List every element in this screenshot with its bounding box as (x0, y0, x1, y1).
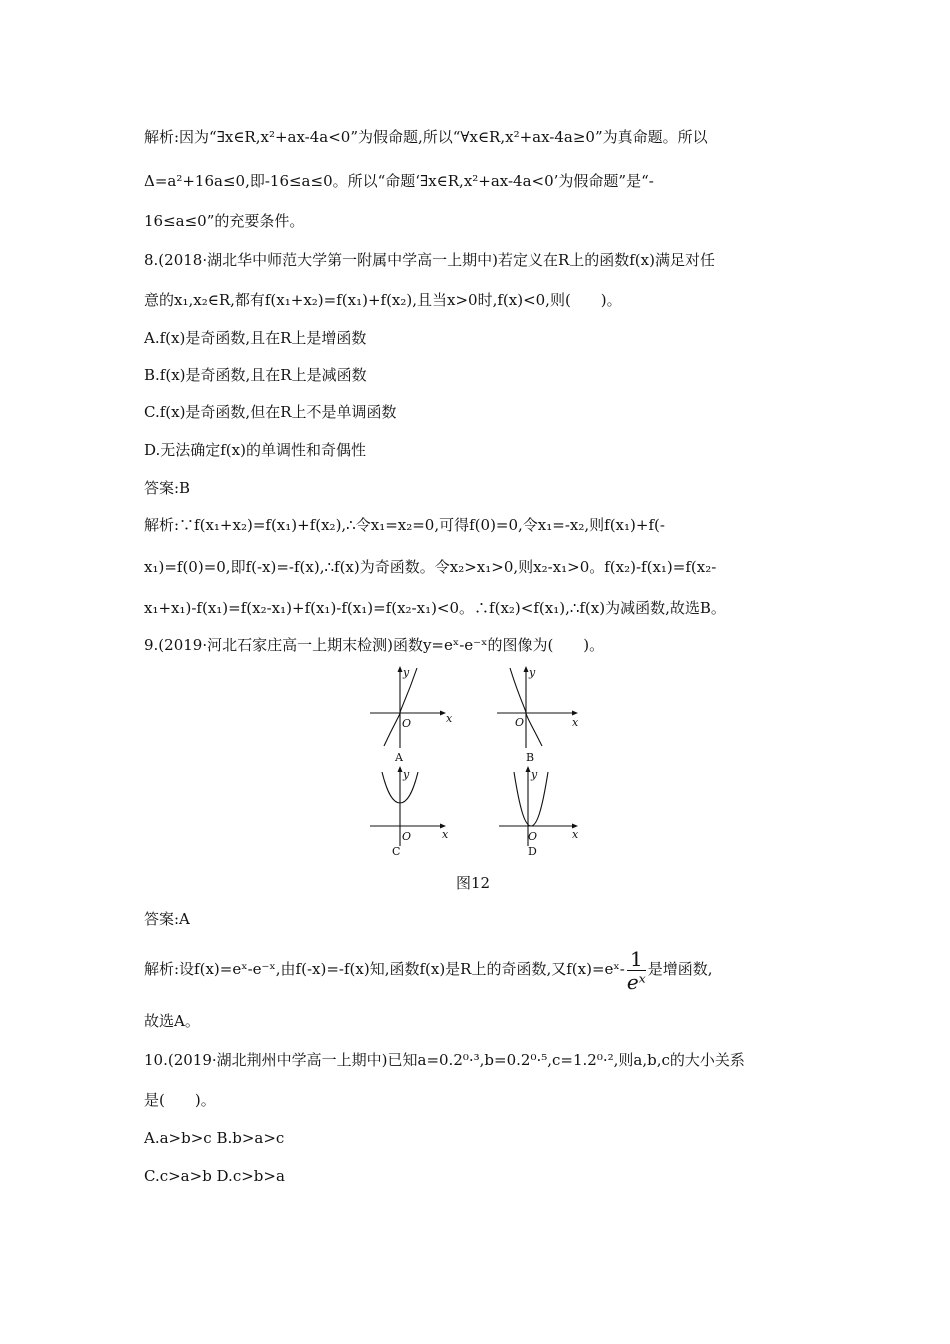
question-8-line-1: 8.(2018·湖北华中师范大学第一附属中学高一上期中)若定义在R上的函数f(x)满足对任 (144, 251, 715, 269)
question-8-option-a: A.f(x)是奇函数,且在R上是增函数 (144, 329, 367, 347)
axis-y-label-d: y (531, 768, 538, 781)
question-8-option-d: D.无法确定f(x)的单调性和奇偶性 (144, 441, 366, 459)
question-8-explanation-2: x₁)=f(0)=0,即f(-x)=-f(x),∴f(x)为奇函数。令x₂>x₁>0,则x₂-x₁>0。f(x₂)-f(x₁)=f(x₂- (144, 558, 717, 576)
fraction (627, 948, 646, 993)
question-8-option-b: B.f(x)是奇函数,且在R上是减函数 (144, 366, 367, 384)
question-10-line-2: 是( )。 (144, 1091, 216, 1109)
figure-caption: 图12 (456, 874, 491, 892)
question-9-explanation-1 (144, 946, 713, 993)
explanation-line-3: 16≤a≤0”的充要条件。 (144, 212, 305, 230)
question-10-options-cd: C.c>a>b D.c>b>a (144, 1167, 285, 1185)
question-8-answer: 答案:B (144, 479, 191, 497)
question-8-line-2: 意的x₁,x₂∈R,都有f(x₁+x₂)=f(x₁)+f(x₂),且当x>0时,f(x)<0,则( )。 (144, 291, 622, 309)
question-8-explanation-3: x₁+x₁)-f(x₁)=f(x₂-x₁)+f(x₁)-f(x₁)=f(x₂-x₁)<0。∴f(x₂)<f(x₁),∴f(x)为减函数,故选B。 (144, 599, 726, 617)
question-8-explanation-1: 解析:∵f(x₁+x₂)=f(x₁)+f(x₂),∴令x₁=x₂=0,可得f(0)=0,令x₁=-x₂,则f(x₁)+f(- (144, 516, 665, 534)
graph-label-c: C (392, 845, 401, 858)
graph-label-a: A (395, 751, 403, 764)
question-9-stem: 9.(2019·河北石家庄高一上期末检测)函数y=eˣ-e⁻ˣ的图像为( )。 (144, 636, 605, 654)
question-8-option-c: C.f(x)是奇函数,但在R上不是单调函数 (144, 403, 397, 421)
question-10-line-1: 10.(2019·湖北荆州中学高一上期中)已知a=0.2⁰·³,b=0.2⁰·⁵,c=1.2⁰·²,则a,b,c的大小关系 (144, 1051, 745, 1069)
origin-label-c: O (402, 830, 412, 843)
explanation-text-before-fraction: 解析:设f(x)=eˣ-e⁻ˣ,由f(-x)=-f(x)知,函数f(x)是R上的奇函数,又f(x)=eˣ- (144, 960, 625, 978)
axis-x-label-a: x (446, 712, 453, 725)
question-9-explanation-2: 故选A。 (144, 1012, 200, 1030)
fraction-numerator: 1 (627, 948, 646, 971)
axis-x-label-d: x (572, 828, 579, 841)
axis-x-label-b: x (572, 716, 579, 729)
axis-y-label-a: y (403, 666, 410, 679)
question-9-answer: 答案:A (144, 910, 190, 928)
explanation-line-1: 解析:因为“∃x∈R,x²+ax-4a<0”为假命题,所以“∀x∈R,x²+ax-4a≥0”为真命题。所以 (144, 128, 708, 146)
axis-x-label-c: x (442, 828, 449, 841)
fraction-denominator: eˣ (626, 969, 646, 994)
origin-label-d: O (528, 830, 538, 843)
explanation-text-after-fraction: 是增函数, (647, 960, 713, 978)
question-10-options-ab: A.a>b>c B.b>a>c (144, 1129, 285, 1147)
graph-label-d: D (528, 845, 537, 858)
explanation-line-2: Δ=a²+16a≤0,即-16≤a≤0。所以“命题‘∃x∈R,x²+ax-4a<0’为假命题”是“- (144, 172, 654, 190)
origin-label-a: O (402, 717, 412, 730)
graph-label-b: B (526, 751, 535, 764)
axis-y-label-b: y (529, 666, 536, 679)
axis-y-label-c: y (403, 768, 410, 781)
graph-options-figure (362, 660, 594, 870)
origin-label-b: O (515, 716, 525, 729)
